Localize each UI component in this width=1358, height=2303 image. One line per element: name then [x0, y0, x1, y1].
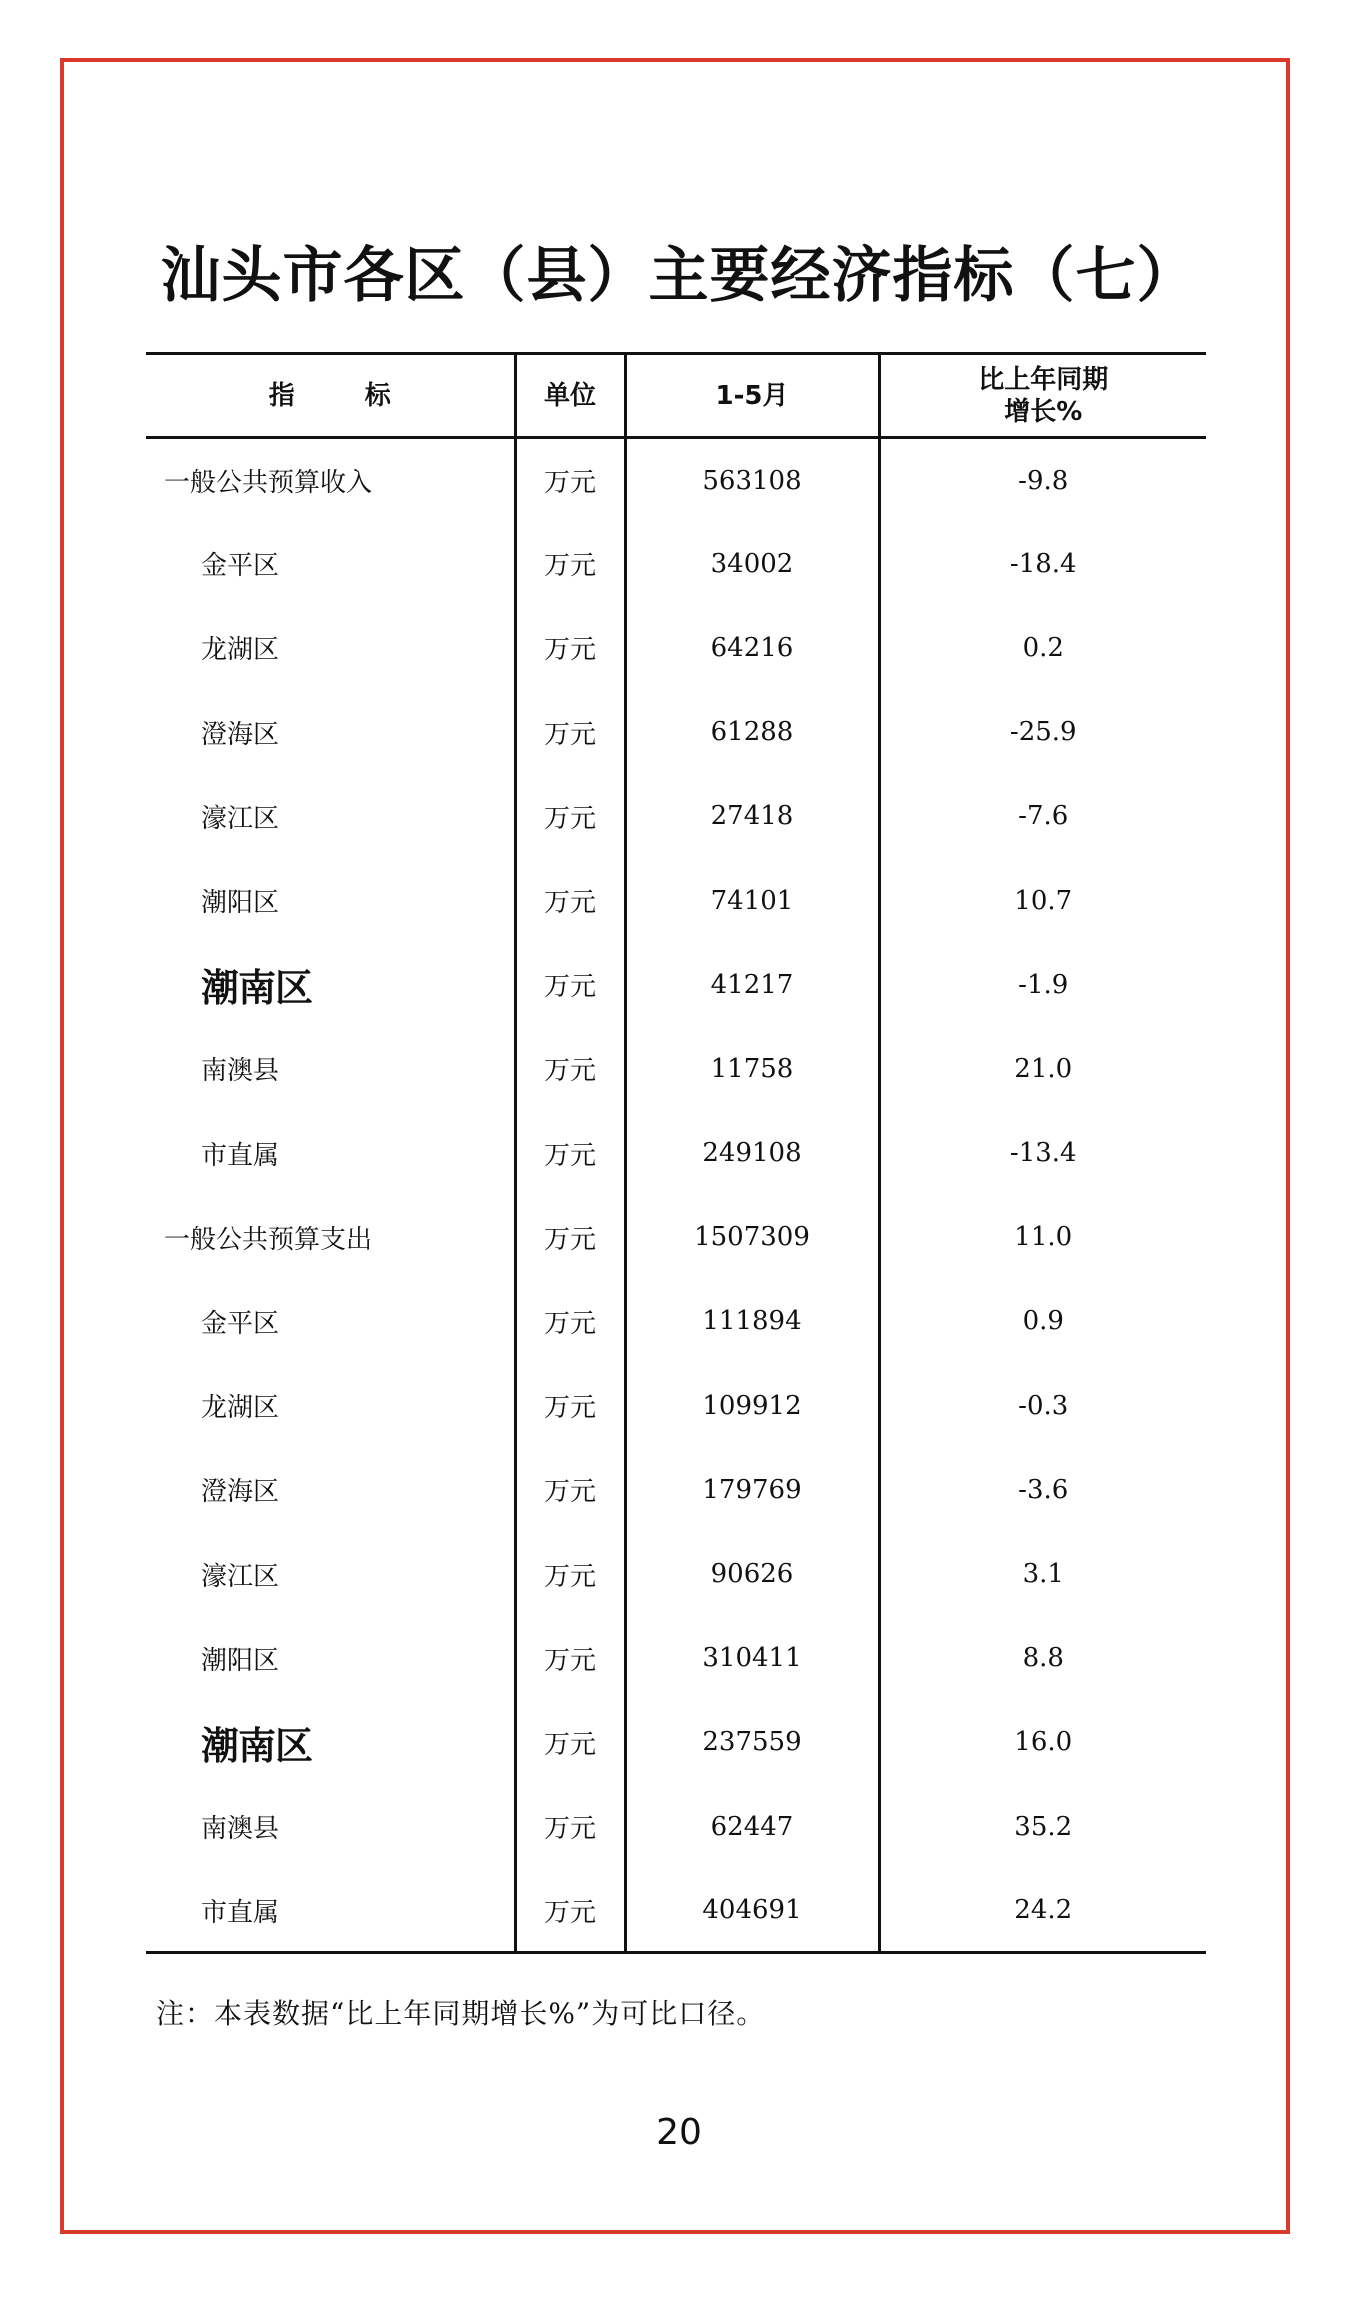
table-footnote: 注：本表数据“比上年同期增长%”为可比口径。: [156, 1997, 766, 2030]
unit-cell: 万元: [515, 1364, 625, 1448]
table-row: [146, 1869, 1206, 1953]
value-cell: 109912: [625, 1364, 879, 1448]
table-row: [146, 1279, 1206, 1363]
unit-cell: 万元: [515, 1532, 625, 1616]
indicator-cell: 金平区: [201, 1308, 280, 1339]
indicator-cell: 潮阳区: [201, 888, 280, 919]
unit-cell: 万元: [515, 438, 625, 522]
growth-cell: 21.0: [879, 1027, 1206, 1111]
value-cell: 563108: [625, 438, 879, 522]
header-indicator: [146, 354, 515, 438]
value-cell: 61288: [625, 690, 879, 774]
value-cell: 90626: [625, 1532, 879, 1616]
value-cell: 179769: [625, 1448, 879, 1532]
value-cell: 64216: [625, 606, 879, 690]
table-row: [146, 1364, 1206, 1448]
economic-indicators-table: [146, 352, 1206, 1954]
unit-cell: 万元: [515, 858, 625, 942]
value-cell: 11758: [625, 1027, 879, 1111]
growth-cell: -25.9: [879, 690, 1206, 774]
unit-cell: 万元: [515, 1700, 625, 1784]
header-indicator-part2: 标: [364, 380, 391, 411]
growth-cell: 35.2: [879, 1785, 1206, 1869]
growth-cell: 0.9: [879, 1279, 1206, 1363]
indicator-cell: 澄海区: [201, 1477, 280, 1508]
value-cell: 310411: [625, 1616, 879, 1700]
unit-cell: 万元: [515, 1027, 625, 1111]
value-cell: 237559: [625, 1700, 879, 1784]
unit-cell: 万元: [515, 1869, 625, 1953]
table-row: [146, 943, 1206, 1027]
table-row: [146, 438, 1206, 522]
table-row: [146, 1700, 1206, 1784]
unit-cell: 万元: [515, 606, 625, 690]
indicator-cell: 潮阳区: [201, 1645, 280, 1676]
growth-cell: 24.2: [879, 1869, 1206, 1953]
header-growth: [879, 354, 1206, 438]
value-cell: 111894: [625, 1279, 879, 1363]
growth-cell: 0.2: [879, 606, 1206, 690]
growth-cell: -18.4: [879, 522, 1206, 606]
unit-cell: 万元: [515, 774, 625, 858]
value-cell: 74101: [625, 858, 879, 942]
page-number: 20: [656, 2112, 702, 2153]
table-row: [146, 1532, 1206, 1616]
growth-cell: -1.9: [879, 943, 1206, 1027]
indicator-cell-highlighted: 潮南区: [201, 1723, 313, 1768]
header-period: 1-5月: [625, 354, 879, 438]
unit-cell: 万元: [515, 943, 625, 1027]
indicator-cell: 市直属: [146, 1869, 515, 1953]
value-cell: 34002: [625, 522, 879, 606]
indicator-cell: 濠江区: [201, 803, 280, 834]
table-row: [146, 1111, 1206, 1195]
header-growth-line2: 增长%: [1004, 396, 1083, 427]
indicator-cell: 龙湖区: [201, 635, 280, 666]
indicator-cell: 龙湖区: [201, 1393, 280, 1424]
header-indicator-part1: 指: [268, 380, 295, 411]
table-row: [146, 858, 1206, 942]
indicator-cell: 市直属: [201, 1140, 280, 1171]
growth-cell: 11.0: [879, 1195, 1206, 1279]
unit-cell: 万元: [515, 690, 625, 774]
table-row: [146, 690, 1206, 774]
table-row: [146, 522, 1206, 606]
growth-cell: -9.8: [879, 438, 1206, 522]
indicator-cell: 一般公共预算支出: [164, 1224, 373, 1255]
growth-cell: -13.4: [879, 1111, 1206, 1195]
header-growth-line1: 比上年同期: [978, 364, 1109, 395]
table-row: [146, 1195, 1206, 1279]
value-cell: 1507309: [625, 1195, 879, 1279]
growth-cell: 10.7: [879, 858, 1206, 942]
unit-cell: 万元: [515, 1195, 625, 1279]
indicator-cell: 濠江区: [201, 1561, 280, 1592]
value-cell: 41217: [625, 943, 879, 1027]
table-header-row: [146, 354, 1206, 438]
growth-cell: 16.0: [879, 1700, 1206, 1784]
table-row: [146, 774, 1206, 858]
growth-cell: 8.8: [879, 1616, 1206, 1700]
unit-cell: 万元: [515, 1279, 625, 1363]
unit-cell: 万元: [515, 1616, 625, 1700]
indicator-cell: 一般公共预算收入: [164, 468, 373, 499]
unit-cell: 万元: [515, 1448, 625, 1532]
value-cell: 404691: [625, 1869, 879, 1953]
table-body: [146, 438, 1206, 1953]
value-cell: 27418: [625, 774, 879, 858]
header-unit: 单位: [515, 354, 625, 438]
table-row: [146, 1027, 1206, 1111]
growth-cell: -0.3: [879, 1364, 1206, 1448]
indicator-cell: 南澳县: [201, 1056, 280, 1087]
table-row: [146, 1448, 1206, 1532]
table-row: [146, 606, 1206, 690]
growth-cell: -7.6: [879, 774, 1206, 858]
indicator-cell-highlighted: 潮南区: [201, 966, 313, 1011]
unit-cell: 万元: [515, 1111, 625, 1195]
indicator-cell: 南澳县: [201, 1814, 280, 1845]
table-row: [146, 1785, 1206, 1869]
growth-cell: 3.1: [879, 1532, 1206, 1616]
page-title: 汕头市各区（县）主要经济指标（七）: [160, 241, 1198, 311]
value-cell: 249108: [625, 1111, 879, 1195]
table-row: [146, 1616, 1206, 1700]
indicator-cell: 澄海区: [201, 719, 280, 750]
unit-cell: 万元: [515, 1785, 625, 1869]
unit-cell: 万元: [515, 522, 625, 606]
value-cell: 62447: [625, 1785, 879, 1869]
growth-cell: -3.6: [879, 1448, 1206, 1532]
indicator-cell: 金平区: [201, 551, 280, 582]
